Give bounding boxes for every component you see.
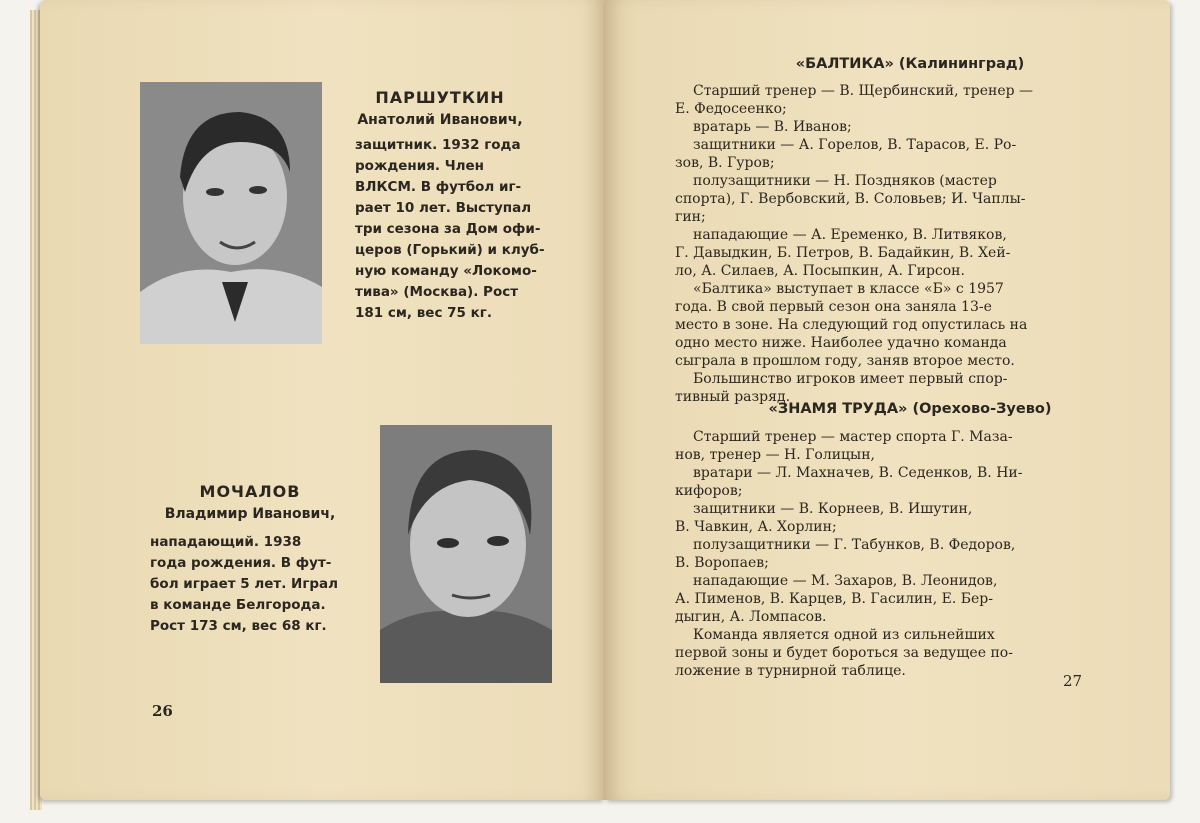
player1-patronym: Анатолий Иванович, <box>357 112 523 128</box>
text-line: Большинство игроков имеет первый спор- <box>693 371 1008 387</box>
bio-line: ную команду «Локомо- <box>355 263 537 279</box>
bio-line: в команде Белгорода. <box>150 597 326 613</box>
text-line: полузащитники — Г. Табунков, В. Федоров, <box>693 537 1016 553</box>
left-page <box>40 0 605 800</box>
player2-bio <box>150 532 365 637</box>
team1-title: «БАЛТИКА» (Калининград) <box>795 56 1025 72</box>
bio-line: нападающий. 1938 <box>150 534 302 550</box>
text-line: кифоров; <box>675 483 743 499</box>
bio-line: 181 см, вес 75 кг. <box>355 305 492 321</box>
player-photo-parshutkin <box>140 82 322 344</box>
text-line: место в зоне. На следующий год опустилась на <box>675 317 1028 333</box>
text-line: зов, В. Гуров; <box>675 155 775 171</box>
player1-bio <box>355 135 555 324</box>
text-line: одно место ниже. Наиболее удачно команда <box>675 335 1007 351</box>
text-line: года. В свой первый сезон она заняла 13-е <box>675 299 992 315</box>
text-line: нападающие — М. Захаров, В. Леонидов, <box>693 573 998 589</box>
player2-surname: МОЧАЛОВ <box>199 482 301 501</box>
text-line: нападающие — А. Еременко, В. Литвяков, <box>693 227 1007 243</box>
text-line: защитники — А. Горелов, В. Тарасов, Е. Ро- <box>693 137 1017 153</box>
text-line: гин; <box>675 209 706 225</box>
bio-line: тива» (Москва). Рост <box>355 284 519 300</box>
text-line: А. Пименов, В. Карцев, В. Гасилин, Е. Бер- <box>675 591 993 607</box>
text-line: полузащитники — Н. Поздняков (мастер <box>693 173 997 189</box>
team2-text <box>675 428 1145 680</box>
text-line: ло, А. Силаев, А. Посыпкин, А. Гирсон. <box>675 263 965 279</box>
text-line: вратари — Л. Махначев, В. Седенков, В. Ни- <box>693 465 1023 481</box>
player1-surname: ПАРШУТКИН <box>375 88 505 107</box>
bio-line: бол играет 5 лет. Играл <box>150 576 339 592</box>
right-page <box>605 0 1170 800</box>
text-line: Старший тренер — В. Щербинский, тренер — <box>693 83 1034 99</box>
text-line: Старший тренер — мастер спорта Г. Маза- <box>693 429 1013 445</box>
text-line: защитники — В. Корнеев, В. Ишутин, <box>693 501 973 517</box>
bio-line: защитник. 1932 года <box>355 137 521 153</box>
team1-text <box>675 82 1145 406</box>
text-line: Е. Федосеенко; <box>675 101 787 117</box>
text-line: В. Чавкин, А. Хорлин; <box>675 519 837 535</box>
text-line: первой зоны и будет бороться за ведущее по- <box>675 645 1013 661</box>
bio-line: рает 10 лет. Выступал <box>355 200 532 216</box>
text-line: сыграла в прошлом году, заняв второе место. <box>675 353 1015 369</box>
player2-patronym: Владимир Иванович, <box>164 506 336 522</box>
bio-line: ВЛКСМ. В футбол иг- <box>355 179 522 195</box>
bio-line: церов (Горький) и клуб- <box>355 242 545 258</box>
team2-title: «ЗНАМЯ ТРУДА» (Орехово-Зуево) <box>768 401 1052 417</box>
bio-line: три сезона за Дом офи- <box>355 221 541 237</box>
text-line: «Балтика» выступает в классе «Б» с 1957 <box>693 281 1004 297</box>
text-line: нов, тренер — Н. Голицын, <box>675 447 875 463</box>
text-line: Г. Давыдкин, Б. Петров, В. Бадайкин, В. Хей- <box>675 245 1011 261</box>
page-number-right: 27 <box>1063 672 1083 690</box>
player-photo-mochalov <box>380 425 552 683</box>
text-line: спорта), Г. Вербовский, В. Соловьев; И. Чаплы- <box>675 191 1026 207</box>
text-line: дыгин, А. Ломпасов. <box>675 609 827 625</box>
bio-line: Рост 173 см, вес 68 кг. <box>150 618 327 634</box>
text-line: тивный разряд. <box>675 389 791 405</box>
text-line: В. Воропаев; <box>675 555 769 571</box>
text-line: Команда является одной из сильнейших <box>693 627 995 643</box>
text-line: ложение в турнирной таблице. <box>675 663 906 679</box>
page-number-left: 26 <box>152 702 173 720</box>
bio-line: рождения. Член <box>355 158 484 174</box>
bio-line: года рождения. В фут- <box>150 555 332 571</box>
text-line: вратарь — В. Иванов; <box>693 119 852 135</box>
